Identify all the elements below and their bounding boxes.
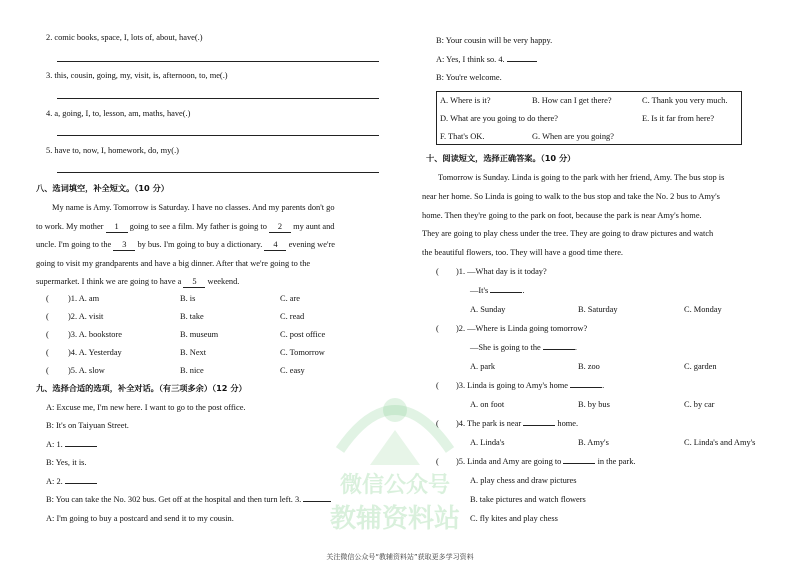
dialog-line: A: I'm going to buy a postcard and send it to my cousin. xyxy=(46,514,234,523)
dialog-line: A: 1. xyxy=(46,439,97,450)
reading-line: home. Then they're going to the park on foot, because the park is near Amy's home. xyxy=(422,211,702,220)
choice-b[interactable]: B. Next xyxy=(180,348,207,357)
choice-c[interactable]: C. are xyxy=(280,294,300,303)
option-c: C. Thank you very much. xyxy=(642,96,728,105)
option-d: D. What are you going to do there? xyxy=(440,114,558,123)
choice-c[interactable]: C. post office xyxy=(280,330,326,339)
section10-title: 十、阅读短文，选择正确答案。（10 分） xyxy=(426,153,576,163)
option-e: E. Is it far from here? xyxy=(642,114,715,123)
q1-blank[interactable] xyxy=(490,292,522,293)
option-f: F. That's OK. xyxy=(440,132,485,141)
dialog-line: A: Excuse me, I'm new here. I want to go to the post office. xyxy=(46,403,246,412)
section8-title: 八、选词填空，补全短文。（10 分） xyxy=(36,183,169,193)
choice-b[interactable]: B. nice xyxy=(180,366,204,375)
q3-option-c[interactable]: C. by car xyxy=(684,400,715,409)
q3-stem: )3. Linda is going to Amy's home . xyxy=(456,381,605,390)
answer-line[interactable] xyxy=(57,98,379,99)
q-paren: ( xyxy=(436,419,439,428)
q-paren: ( xyxy=(436,457,439,466)
choice-c[interactable]: C. easy xyxy=(280,366,305,375)
blank-3[interactable]: 3 xyxy=(113,240,135,251)
watermark-line1: 微信公众号 xyxy=(339,473,450,498)
q5-blank[interactable] xyxy=(563,463,595,464)
option-b: B. How can I get there? xyxy=(532,96,612,105)
dialog-line: B: Yes, it is. xyxy=(46,458,87,467)
answer-line[interactable] xyxy=(57,61,379,62)
q1-option-c[interactable]: C. Monday xyxy=(684,305,722,314)
q1-option-a[interactable]: A. Sunday xyxy=(470,305,506,314)
choice-b[interactable]: B. is xyxy=(180,294,196,303)
options-box xyxy=(436,91,742,145)
q5-option-a[interactable]: A. play chess and draw pictures xyxy=(470,476,577,485)
q5-option-c[interactable]: C. fly kites and play chess xyxy=(470,514,558,523)
choice-b[interactable]: B. museum xyxy=(180,330,219,339)
q5-option-b[interactable]: B. take pictures and watch flowers xyxy=(470,495,586,504)
choice-a[interactable]: )4. A. Yesterday xyxy=(68,348,122,357)
reading-line: the beautiful flowers, too. They will have a good time there. xyxy=(422,248,624,257)
q2-stem: )2. —Where is Linda going tomorrow? xyxy=(456,324,588,333)
q1-option-b[interactable]: B. Saturday xyxy=(578,305,618,314)
q1-stem: )1. —What day is it today? xyxy=(456,267,547,276)
passage-line: My name is Amy. Tomorrow is Saturday. I have no classes. And my parents don't go xyxy=(52,203,335,212)
q5-stem: )5. Linda and Amy are going to in the park. xyxy=(456,457,636,466)
q3-blank[interactable] xyxy=(570,387,602,388)
q2-blank[interactable] xyxy=(543,349,575,350)
option-a: A. Where is it? xyxy=(440,96,491,105)
q3-option-b[interactable]: B. by bus xyxy=(578,400,610,409)
choice-paren: ( xyxy=(46,330,49,339)
answer-line[interactable] xyxy=(57,135,379,136)
q4-blank[interactable] xyxy=(523,425,555,426)
passage-line: supermarket. I think we are going to have a 5 weekend. xyxy=(36,277,240,286)
q2-text: 2. comic books, space, I, lots of, about, have(.) xyxy=(46,33,203,42)
passage-line: going to visit my grandparents and have a big dinner. After that we're going to the xyxy=(36,259,311,268)
dialog-line: B: You're welcome. xyxy=(436,73,502,82)
choice-c[interactable]: C. Tomorrow xyxy=(280,348,325,357)
q3-text: 3. this, cousin, going, my, visit, is, afternoon, to, me(.) xyxy=(46,71,228,80)
option-g: G. When are you going? xyxy=(532,132,614,141)
q4-text: 4. a, going, I, to, lesson, am, maths, have(.) xyxy=(46,109,191,118)
q-paren: ( xyxy=(436,267,439,276)
dialog-blank-1[interactable] xyxy=(65,446,97,447)
footer-note: 关注微信公众号“教辅资料站”获取更多学习资料 xyxy=(326,553,474,561)
answer-line[interactable] xyxy=(57,172,379,173)
watermark-line2: 教辅资料站 xyxy=(329,504,460,534)
q1-sub: —It's . xyxy=(470,286,525,295)
passage-line: to work. My mother 1 going to see a film. My father is going to 2 my aunt and xyxy=(36,222,335,231)
passage-line: uncle. I'm going to the 3 by bus. I'm going to buy a dictionary. 4 evening we're xyxy=(36,240,335,249)
dialog-line: A: 2. xyxy=(46,476,97,487)
reading-line: Tomorrow is Sunday. Linda is going to the park with her friend, Amy. The bus stop is xyxy=(438,173,725,182)
dialog-line: B: Your cousin will be very happy. xyxy=(436,36,553,45)
q5-text: 5. have to, now, I, homework, do, my(.) xyxy=(46,146,179,155)
q4-option-a[interactable]: A. Linda's xyxy=(470,438,505,447)
dialog-blank-3[interactable] xyxy=(303,501,331,502)
dialog-blank-4[interactable] xyxy=(507,61,537,62)
blank-4[interactable]: 4 xyxy=(264,240,286,251)
choice-paren: ( xyxy=(46,294,49,303)
q3-option-a[interactable]: A. on foot xyxy=(470,400,505,409)
q-paren: ( xyxy=(436,324,439,333)
choice-paren: ( xyxy=(46,366,49,375)
choice-b[interactable]: B. take xyxy=(180,312,204,321)
q2-option-a[interactable]: A. park xyxy=(470,362,496,371)
blank-5[interactable]: 5 xyxy=(183,277,205,288)
dialog-line: A: Yes, I think so. 4. xyxy=(436,54,537,65)
choice-a[interactable]: )5. A. slow xyxy=(68,366,105,375)
dialog-line: B: You can take the No. 302 bus. Get off at the hospital and then turn left. 3. xyxy=(46,494,331,505)
choice-paren: ( xyxy=(46,312,49,321)
reading-line: near her home. So Linda is going to walk to the bus stop and take the No. 2 bus to Amy's xyxy=(422,192,720,201)
choice-a[interactable]: )3. A. bookstore xyxy=(68,330,122,339)
q2-option-c[interactable]: C. garden xyxy=(684,362,717,371)
dialog-blank-2[interactable] xyxy=(65,483,97,484)
choice-a[interactable]: )1. A. am xyxy=(68,294,100,303)
q4-option-c[interactable]: C. Linda's and Amy's xyxy=(684,438,756,447)
choice-c[interactable]: C. read xyxy=(280,312,305,321)
dialog-line: B: It's on Taiyuan Street. xyxy=(46,421,129,430)
q4-option-b[interactable]: B. Amy's xyxy=(578,438,609,447)
q-paren: ( xyxy=(436,381,439,390)
choice-paren: ( xyxy=(46,348,49,357)
section9-title: 九、选择合适的选项，补全对话。（有三项多余）（12 分） xyxy=(36,383,247,393)
q2-sub: —She is going to the . xyxy=(470,343,577,352)
blank-2[interactable]: 2 xyxy=(269,222,291,233)
q4-stem: )4. The park is near home. xyxy=(456,419,579,428)
choice-a[interactable]: )2. A. visit xyxy=(68,312,104,321)
q2-option-b[interactable]: B. zoo xyxy=(578,362,600,371)
reading-line: They are going to play chess under the tree. They are going to draw pictures and watch xyxy=(422,229,714,238)
blank-1[interactable]: 1 xyxy=(106,222,128,233)
